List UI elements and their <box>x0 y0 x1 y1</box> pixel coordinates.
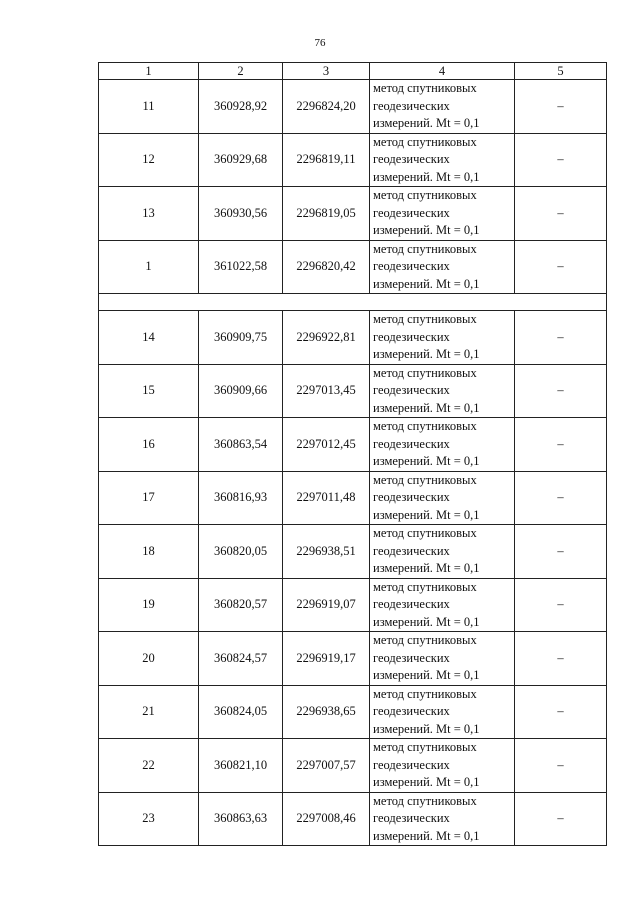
method-line: измерений. Mt = 0,1 <box>373 828 480 843</box>
method-line: геодезических <box>373 543 450 558</box>
y-coordinate-cell: 2297013,45 <box>283 364 370 418</box>
point-number-cell: 23 <box>99 792 199 846</box>
note-cell <box>515 578 607 632</box>
point-number-cell: 21 <box>99 685 199 739</box>
y-coordinate-cell: 2296922,81 <box>283 311 370 365</box>
point-number-cell: 14 <box>99 311 199 365</box>
method-line: геодезических <box>373 152 450 166</box>
method-cell <box>370 418 515 472</box>
note-cell <box>515 364 607 418</box>
method-line: метод спутниковых <box>373 686 477 701</box>
point-number-cell: 15 <box>99 364 199 418</box>
column-header: 2 <box>199 63 283 80</box>
column-header: 5 <box>515 63 607 80</box>
method-line: метод спутниковых <box>373 526 477 540</box>
method-line: геодезических <box>373 811 450 825</box>
point-number-cell: 19 <box>99 578 199 632</box>
note-dash: – <box>557 98 564 113</box>
method-cell <box>370 525 515 579</box>
table-row <box>99 187 607 241</box>
point-number-cell: 16 <box>99 418 199 472</box>
method-line: геодезических <box>373 757 450 772</box>
method-line: геодезических <box>373 98 450 113</box>
method-line: геодезических <box>373 597 450 611</box>
note-cell <box>515 685 607 739</box>
note-dash: – <box>557 329 564 344</box>
column-header: 4 <box>370 63 515 80</box>
y-coordinate-cell: 2296820,42 <box>283 240 370 294</box>
note-dash: – <box>557 152 564 167</box>
method-cell <box>370 240 515 294</box>
method-line: измерений. Mt = 0,1 <box>373 454 480 468</box>
y-coordinate-cell: 2297007,57 <box>283 739 370 793</box>
note-cell <box>515 471 607 525</box>
method-cell <box>370 364 515 418</box>
y-coordinate-cell: 2297008,46 <box>283 792 370 846</box>
table-row <box>99 311 607 365</box>
x-coordinate-cell: 360863,54 <box>199 418 283 472</box>
y-coordinate-cell: 2297012,45 <box>283 418 370 472</box>
method-line: геодезических <box>373 259 450 273</box>
y-coordinate-cell: 2296938,65 <box>283 685 370 739</box>
method-line: геодезических <box>373 436 450 451</box>
table-group-2 <box>99 311 607 846</box>
x-coordinate-cell: 361022,58 <box>199 240 283 294</box>
table-row <box>99 685 607 739</box>
note-cell <box>515 792 607 846</box>
table-group-1 <box>99 80 607 294</box>
x-coordinate-cell: 360824,05 <box>199 685 283 739</box>
table-row <box>99 792 607 846</box>
table-row <box>99 739 607 793</box>
y-coordinate-cell: 2296919,17 <box>283 632 370 686</box>
method-line: геодезических <box>373 704 450 718</box>
note-cell <box>515 240 607 294</box>
point-number-cell: 20 <box>99 632 199 686</box>
point-number-cell: 17 <box>99 471 199 525</box>
note-dash: – <box>557 650 564 665</box>
point-number-cell: 11 <box>99 80 199 134</box>
method-line: измерений. Mt = 0,1 <box>373 276 480 291</box>
x-coordinate-cell: 360909,66 <box>199 364 283 418</box>
table-row <box>99 525 607 579</box>
note-cell <box>515 311 607 365</box>
method-cell <box>370 632 515 686</box>
x-coordinate-cell: 360909,75 <box>199 311 283 365</box>
method-line: метод спутниковых <box>373 365 477 380</box>
method-line: метод спутниковых <box>373 633 477 647</box>
method-cell <box>370 311 515 365</box>
method-line: метод спутниковых <box>373 312 477 326</box>
point-number-cell: 22 <box>99 739 199 793</box>
method-line: геодезических <box>373 490 450 504</box>
point-number-cell: 18 <box>99 525 199 579</box>
method-line: метод спутниковых <box>373 81 477 95</box>
note-cell <box>515 632 607 686</box>
method-line: метод спутниковых <box>373 793 477 808</box>
method-line: измерений. Mt = 0,1 <box>373 721 480 736</box>
separator-cell <box>99 294 607 311</box>
method-line: измерений. Mt = 0,1 <box>373 347 480 361</box>
y-coordinate-cell: 2296819,05 <box>283 187 370 241</box>
note-dash: – <box>557 757 564 772</box>
x-coordinate-cell: 360821,10 <box>199 739 283 793</box>
note-cell <box>515 739 607 793</box>
table-header-row <box>99 63 607 80</box>
method-cell <box>370 471 515 525</box>
method-cell <box>370 739 515 793</box>
method-line: измерений. Mt = 0,1 <box>373 775 480 789</box>
method-line: геодезических <box>373 329 450 344</box>
method-line: геодезических <box>373 205 450 220</box>
method-line: метод спутниковых <box>373 134 477 149</box>
table-row <box>99 632 607 686</box>
note-cell <box>515 133 607 187</box>
note-cell <box>515 80 607 134</box>
point-number-cell: 12 <box>99 133 199 187</box>
y-coordinate-cell: 2296919,07 <box>283 578 370 632</box>
method-line: геодезических <box>373 383 450 397</box>
method-line: метод спутниковых <box>373 579 477 594</box>
note-dash: – <box>557 383 564 398</box>
note-dash: – <box>557 543 564 558</box>
method-cell <box>370 792 515 846</box>
method-line: измерений. Mt = 0,1 <box>373 561 480 575</box>
x-coordinate-cell: 360816,93 <box>199 471 283 525</box>
point-number-cell: 13 <box>99 187 199 241</box>
note-dash: – <box>557 436 564 451</box>
method-line: метод спутниковых <box>373 740 477 754</box>
method-line: измерений. Mt = 0,1 <box>373 614 480 629</box>
note-dash: – <box>557 490 564 505</box>
table-separator <box>99 294 607 311</box>
method-line: измерений. Mt = 0,1 <box>373 400 480 415</box>
method-line: метод спутниковых <box>373 419 477 433</box>
x-coordinate-cell: 360929,68 <box>199 133 283 187</box>
x-coordinate-cell: 360863,63 <box>199 792 283 846</box>
method-cell <box>370 578 515 632</box>
table-row <box>99 80 607 134</box>
note-cell <box>515 418 607 472</box>
note-dash: – <box>557 704 564 719</box>
table-row <box>99 240 607 294</box>
x-coordinate-cell: 360930,56 <box>199 187 283 241</box>
note-dash: – <box>557 205 564 220</box>
table-row <box>99 418 607 472</box>
method-cell <box>370 685 515 739</box>
y-coordinate-cell: 2296819,11 <box>283 133 370 187</box>
method-line: метод спутниковых <box>373 241 477 256</box>
column-header: 3 <box>283 63 370 80</box>
method-line: метод спутниковых <box>373 188 477 202</box>
method-line: измерений. Mt = 0,1 <box>373 507 480 522</box>
x-coordinate-cell: 360824,57 <box>199 632 283 686</box>
method-line: геодезических <box>373 650 450 665</box>
y-coordinate-cell: 2297011,48 <box>283 471 370 525</box>
page-number: 76 <box>314 37 326 49</box>
method-line: измерений. Mt = 0,1 <box>373 116 480 130</box>
x-coordinate-cell: 360928,92 <box>199 80 283 134</box>
table-row <box>99 364 607 418</box>
note-dash: – <box>557 811 564 826</box>
x-coordinate-cell: 360820,05 <box>199 525 283 579</box>
table-row <box>99 578 607 632</box>
table-row <box>99 471 607 525</box>
note-cell <box>515 525 607 579</box>
method-line: измерений. Mt = 0,1 <box>373 668 480 682</box>
method-line: метод спутниковых <box>373 472 477 487</box>
method-cell <box>370 187 515 241</box>
column-header: 1 <box>99 63 199 80</box>
method-line: измерений. Mt = 0,1 <box>373 223 480 237</box>
coordinates-table <box>98 62 607 846</box>
x-coordinate-cell: 360820,57 <box>199 578 283 632</box>
y-coordinate-cell: 2296824,20 <box>283 80 370 134</box>
note-dash: – <box>557 597 564 612</box>
point-number-cell: 1 <box>99 240 199 294</box>
note-dash: – <box>557 259 564 274</box>
method-cell <box>370 80 515 134</box>
separator-row <box>99 294 607 311</box>
note-cell <box>515 187 607 241</box>
method-line: измерений. Mt = 0,1 <box>373 169 480 184</box>
table-row <box>99 133 607 187</box>
method-cell <box>370 133 515 187</box>
y-coordinate-cell: 2296938,51 <box>283 525 370 579</box>
